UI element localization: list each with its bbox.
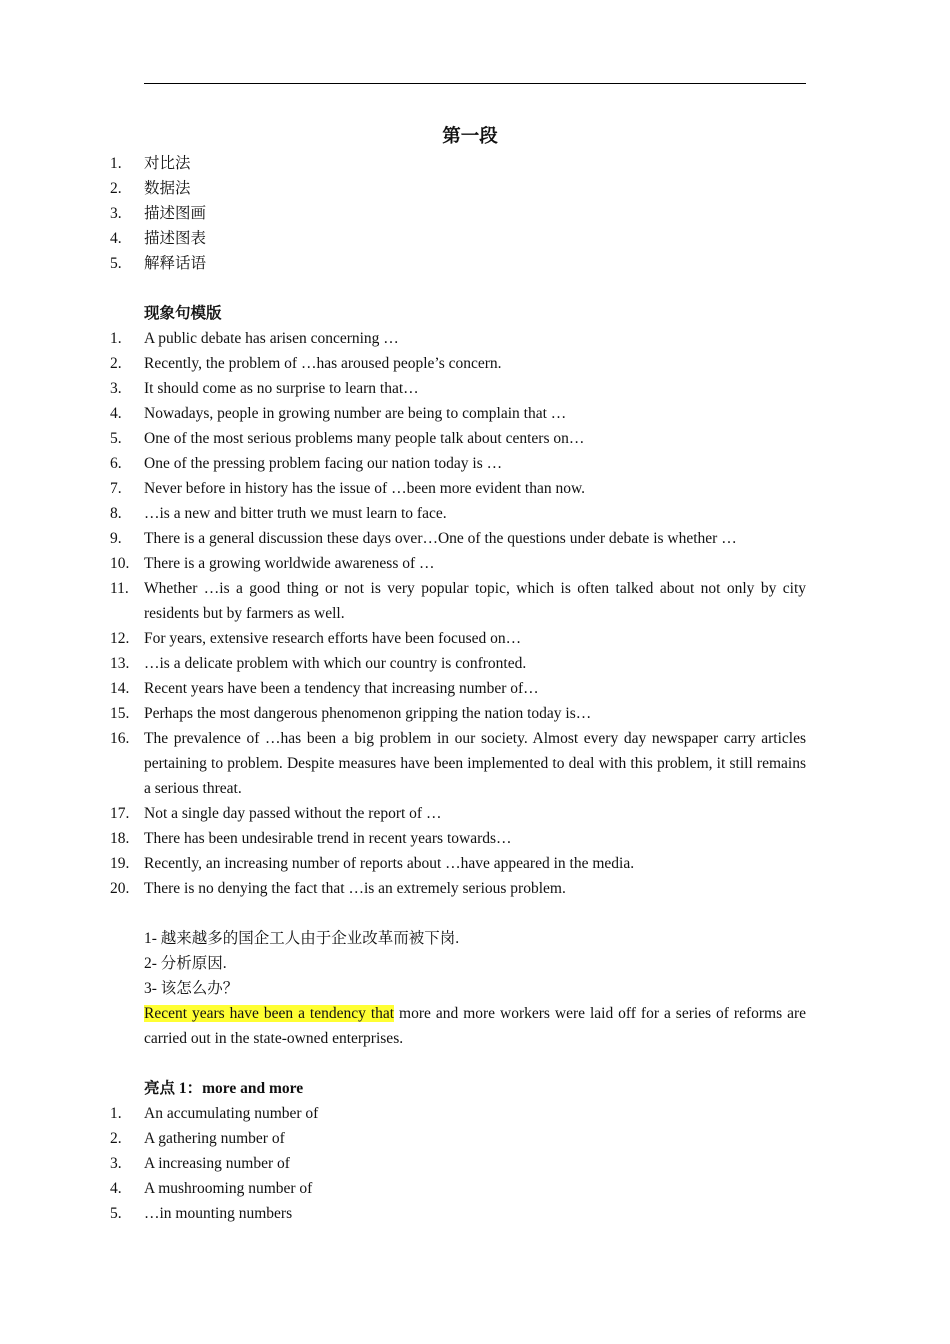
list-item [0, 201, 950, 226]
list-number: 4. [110, 405, 122, 422]
list-text: 对比法 [144, 155, 191, 172]
list-item [0, 1151, 950, 1176]
highlight1-list [0, 1101, 950, 1226]
list-number: 4. [110, 230, 122, 247]
methods-list [0, 151, 950, 276]
list-number: 18. [110, 830, 130, 847]
list-text: One of the most serious problems many people talk about centers on… [144, 430, 585, 447]
list-text: Recently, an increasing number of reports about …have appeared in the media. [144, 855, 635, 872]
list-item [0, 226, 950, 251]
list-item [0, 701, 950, 726]
list-item [0, 501, 950, 526]
list-text: There is a growing worldwide awareness of … [144, 555, 435, 572]
list-text: A mushrooming number of [144, 1180, 313, 1197]
list-item [0, 876, 950, 901]
list-item [0, 1176, 950, 1201]
list-item [0, 376, 950, 401]
header-rule [144, 83, 806, 84]
list-item [0, 851, 950, 876]
list-text: A public debate has arisen concerning … [144, 330, 399, 347]
list-item [0, 576, 950, 626]
list-item [0, 426, 950, 451]
list-item [0, 151, 950, 176]
list-text: Recently, the problem of …has aroused people’s concern. [144, 355, 502, 372]
list-number: 6. [110, 455, 122, 472]
document-body [0, 123, 950, 1226]
list-number: 8. [110, 505, 122, 522]
list-text: Perhaps the most dangerous phenomenon gripping the nation today is… [144, 705, 592, 722]
list-text: There is a general discussion these days over…One of the questions under debate is whether … [144, 530, 737, 547]
list-number: 1. [110, 330, 122, 347]
list-item [0, 176, 950, 201]
list-number: 5. [110, 255, 122, 272]
list-text: For years, extensive research efforts have been focused on… [144, 630, 522, 647]
list-text: …in mounting numbers [144, 1205, 293, 1222]
list-number: 15. [110, 705, 130, 722]
list-number: 2. [110, 355, 122, 372]
list-text: 描述图画 [144, 205, 207, 222]
list-number: 20. [110, 880, 130, 897]
list-text: There is no denying the fact that …is an extremely serious problem. [144, 880, 566, 897]
list-number: 4. [110, 1180, 122, 1197]
list-item [0, 1201, 950, 1226]
list-text: There has been undesirable trend in recent years towards… [144, 830, 512, 847]
list-item [0, 801, 950, 826]
list-number: 5. [110, 430, 122, 447]
list-text: 数据法 [144, 180, 191, 197]
list-number: 16. [110, 730, 130, 747]
list-item [0, 251, 950, 276]
list-item [0, 551, 950, 576]
list-text: …is a delicate problem with which our country is confronted. [144, 655, 527, 672]
list-item [0, 351, 950, 376]
list-item [0, 651, 950, 676]
list-item [0, 401, 950, 426]
list-item [0, 526, 950, 551]
list-item [0, 826, 950, 851]
list-number: 1. [110, 1105, 122, 1122]
list-text: …is a new and bitter truth we must learn to face. [144, 505, 447, 522]
list-text: Not a single day passed without the report of … [144, 805, 442, 822]
list-item [0, 626, 950, 651]
list-number: 13. [110, 655, 130, 672]
list-number: 2. [110, 180, 122, 197]
highlighted-phrase: Recent years have been a tendency that [144, 1005, 395, 1022]
exercise-line-text: 3- 该怎么办？ [144, 980, 239, 997]
list-number: 12. [110, 630, 130, 647]
list-text: Nowadays, people in growing number are being to complain that … [144, 405, 567, 422]
list-item [0, 451, 950, 476]
list-text: A gathering number of [144, 1130, 285, 1147]
list-item [0, 1101, 950, 1126]
list-number: 7. [110, 480, 122, 497]
templates-list [0, 326, 950, 901]
spacer [0, 276, 950, 301]
list-text: An accumulating number of [144, 1105, 319, 1122]
list-text: One of the pressing problem facing our nation today is … [144, 455, 503, 472]
list-number: 10. [110, 555, 130, 572]
exercise-line [0, 926, 950, 951]
exercise-answer [0, 1001, 950, 1051]
exercise-prompt [0, 926, 950, 1001]
list-number: 17. [110, 805, 130, 822]
list-text: Recent years have been a tendency that increasing number of… [144, 680, 539, 697]
list-number: 11. [110, 580, 129, 597]
templates-heading: 现象句模版 [144, 305, 222, 322]
list-text: 描述图表 [144, 230, 207, 247]
highlight1-heading: 亮点 1：more and more [144, 1080, 304, 1097]
list-text: Whether …is a good thing or not is very popular topic, which is often talked about not only by city residents but by farmers as well. [144, 580, 806, 622]
section-title: 第一段 [442, 127, 498, 147]
list-number: 14. [110, 680, 130, 697]
list-number: 9. [110, 530, 122, 547]
spacer [0, 1051, 950, 1076]
list-number: 3. [110, 380, 122, 397]
list-item [0, 476, 950, 501]
list-text: It should come as no surprise to learn that… [144, 380, 419, 397]
list-number: 5. [110, 1205, 122, 1222]
list-number: 3. [110, 1155, 122, 1172]
exercise-line-text: 1- 越来越多的国企工人由于企业改革而被下岗. [144, 930, 460, 947]
list-text: A increasing number of [144, 1155, 290, 1172]
list-item [0, 726, 950, 801]
list-number: 3. [110, 205, 122, 222]
list-item [0, 676, 950, 701]
exercise-line [0, 951, 950, 976]
list-item [0, 326, 950, 351]
exercise-line-text: 2- 分析原因. [144, 955, 227, 972]
exercise-line [0, 976, 950, 1001]
answer-rest: more and more workers were laid off for a series of reforms are carried out in the state-owned enterprises. [144, 1005, 807, 1047]
exercise-answer-text [144, 1001, 806, 1051]
list-number: 1. [110, 155, 122, 172]
list-text: Never before in history has the issue of …been more evident than now. [144, 480, 586, 497]
list-text: The prevalence of …has been a big problem in our society. Almost every day newspaper carry articles pertaining to problem. Despite measures have been implemented to deal with this problem, it still remains a serious threat. [144, 730, 806, 797]
list-item [0, 1126, 950, 1151]
spacer [0, 901, 950, 926]
list-text: 解释话语 [144, 255, 207, 272]
list-number: 2. [110, 1130, 122, 1147]
list-number: 19. [110, 855, 130, 872]
